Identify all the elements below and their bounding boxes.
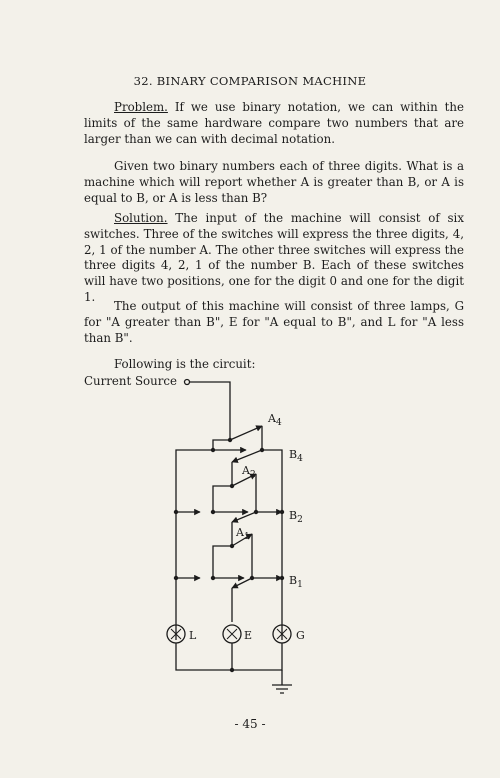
circuit-intro: Following is the circuit: (114, 357, 256, 371)
lamp-l-label: L (189, 629, 197, 642)
a4-switch-blade (230, 426, 262, 440)
output-text: The output of this machine will consist of three lamps, G for "A greater than B", E for "A equal to B", and L for "A less than B". (84, 299, 464, 345)
return-bus (176, 643, 282, 670)
source-terminal (185, 380, 190, 385)
b4-right-arrow (232, 450, 262, 462)
solution-text: The input of the machine will consist of six switches. Three of the switches will express the three digits, 4, 2, 1 of the number A. The other three switches will express the three digits 4, 2, 1 of the number B. Each of these switches will have two positions, one for the digit 0 and one for the digit 1. (84, 211, 464, 304)
b2-label: $B_2$ (289, 509, 303, 525)
lamp-e-label: E (244, 629, 253, 642)
b4-label: $B_4$ (289, 448, 303, 464)
ground-icon (272, 685, 292, 693)
current-source-label: Current Source (84, 374, 177, 388)
a1-label: $A_1$ (236, 526, 250, 542)
solution-label: Solution. (114, 211, 168, 225)
page-title: 32. BINARY COMPARISON MACHINE (133, 74, 367, 88)
problem-text: If we use binary notation, we can within the limits of the same hardware compare two numbers that are larger than we can with decimal notation. (84, 100, 464, 146)
b1-label: $B_1$ (289, 574, 303, 590)
given-text: Given two binary numbers each of three digits. What is a machine which will report whether A is greater than B, or A is equal to B, or A is less than B? (84, 159, 464, 205)
page-number: - 45 - (234, 717, 266, 731)
a2-label: $A_2$ (242, 464, 256, 480)
source-wire (190, 382, 230, 420)
lamp-g-label: G (296, 629, 305, 642)
a4-label: $A_4$ (268, 412, 282, 428)
problem-label: Problem. (114, 100, 168, 114)
